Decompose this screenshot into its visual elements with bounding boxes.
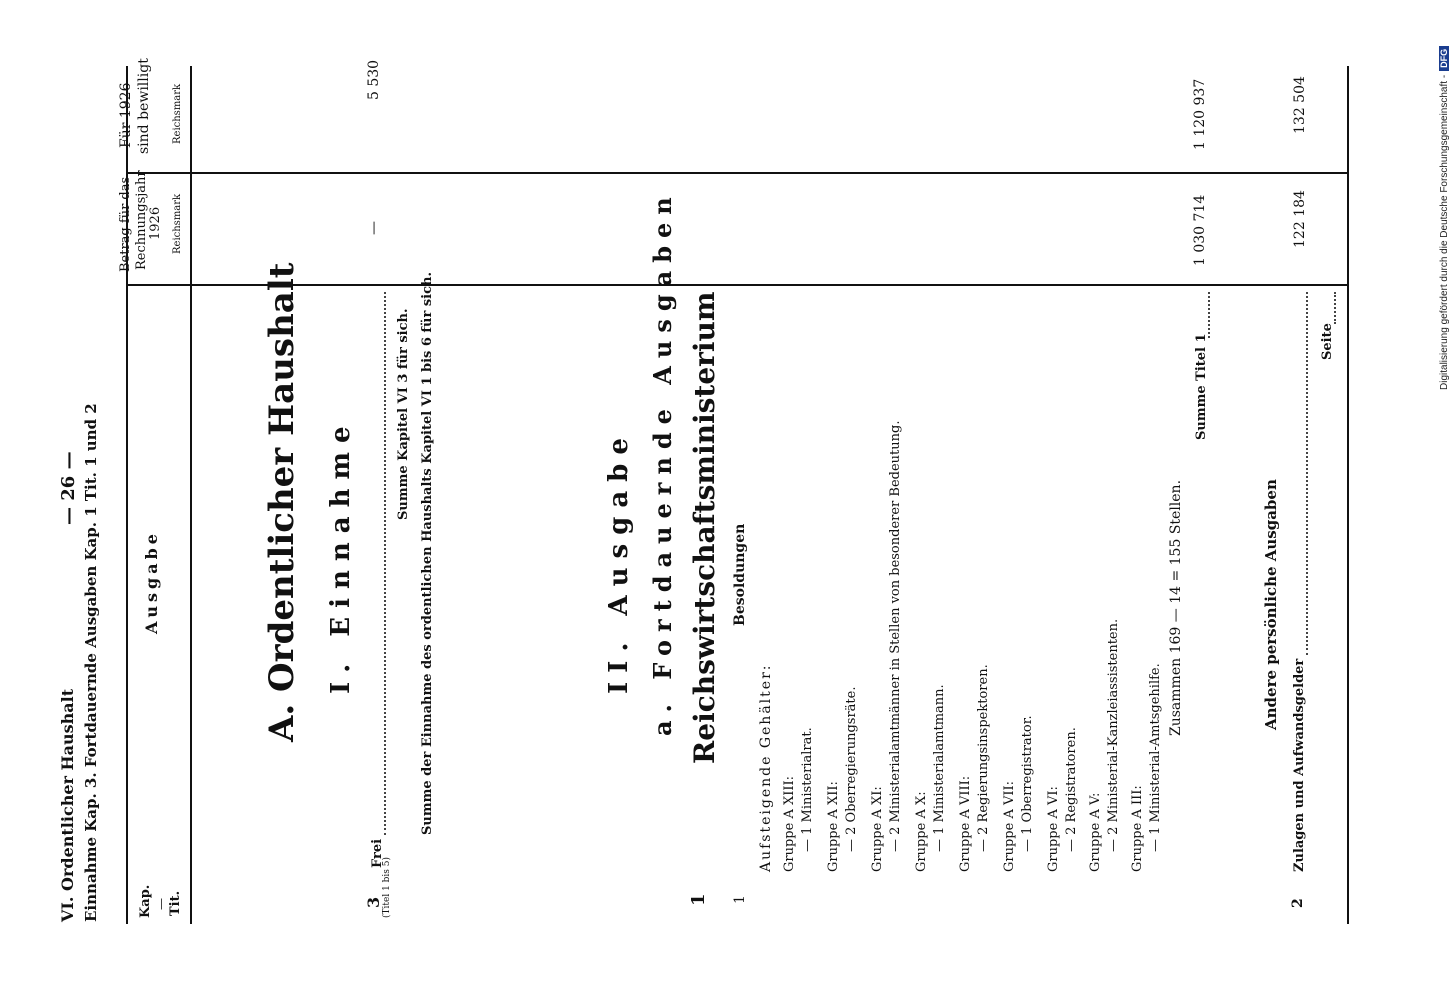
section-a-kap-note: (Titel 1 bis 5) [382, 856, 392, 918]
einnahme-heading: I. Einnahme [326, 417, 356, 694]
col-betrag-1: Betrag für das [118, 176, 133, 272]
gruppe-10-item: — 1 Ministerialamtmann. [932, 684, 947, 852]
gruppe-6: Gruppe A VI: [1046, 786, 1061, 872]
frei-betrag: — [366, 221, 382, 235]
gruppe-11-item: — 2 Ministerialamtmänner in Stellen von besonderer Bedeutung. [888, 420, 903, 852]
zulagen-label: Zulagen und Aufwandsgelder [1292, 658, 1307, 872]
col-betrag-unit: Reichsmark [172, 193, 183, 254]
gruppe-13: Gruppe A XIII: [782, 775, 797, 872]
gruppe-3: Gruppe A III: [1130, 785, 1145, 872]
gruppe-7-item: — 1 Oberregistrator. [1020, 715, 1035, 852]
andere-heading: Andere persönliche Ausgaben [1262, 479, 1280, 730]
col-betrag-2: Rechnungsjahr [134, 170, 149, 270]
header-separator [190, 66, 192, 924]
gruppe-7: Gruppe A VII: [1002, 781, 1017, 872]
section-b-tit1: 1 [732, 895, 748, 904]
fortdauernde-heading: a. Fortdauernde Ausgaben [648, 189, 677, 736]
gruppe-8-item: — 2 Regierungsinspektoren. [976, 664, 991, 852]
gruppe-11: Gruppe A XI: [870, 786, 885, 872]
summe-kapitel: Summe Kapitel VI 3 für sich. [396, 308, 411, 520]
dfg-logo: DFG [1439, 46, 1449, 71]
section-b-kap: 1 [688, 893, 709, 906]
page-number: — 26 — [58, 451, 79, 525]
titel2-bewilligt: 132 504 [1292, 76, 1308, 134]
col-ausgabe: Ausgabe [142, 530, 161, 634]
frei-leader [384, 292, 386, 835]
col-tit: Tit. [168, 890, 183, 916]
gruppe-12: Gruppe A XII: [826, 781, 841, 872]
col-bewilligt-unit: Reichsmark [172, 83, 183, 144]
header-line2: Einnahme Kap. 3. Fortdauernde Ausgaben Kap. 1 Tit. 1 und 2 [82, 403, 100, 922]
col-betrag-3: 1926 [148, 206, 163, 240]
seite-leader [1334, 292, 1336, 324]
titel1-betrag: 1 030 714 [1192, 194, 1208, 266]
seite-label: Seite [1320, 323, 1335, 360]
besoldungen-heading: Besoldungen [732, 523, 748, 626]
zulagen-leader [1306, 292, 1308, 655]
credit-text: Digitalisierung gefördert durch die Deutsche Forschungsgemeinschaft - [1439, 74, 1450, 390]
gruppe-13-item: — 1 Ministerialrat. [800, 727, 815, 852]
section-b-tit2: 2 [1290, 898, 1306, 908]
col-sep-betrag [126, 172, 1348, 174]
col-sep-ausgabe [126, 284, 1348, 286]
gruppe-5-item: — 2 Ministerial-Kanzleiassistenten. [1106, 618, 1121, 852]
col-kap: Kap. [138, 884, 153, 918]
section-a-kap: 3 [364, 896, 383, 908]
digitization-credit [1425, 10, 1450, 390]
zusammen-stellen: Zusammen 169 — 14 = 155 Stellen. [1168, 479, 1184, 736]
col-bewilligt-2: sind bewilligt [136, 58, 152, 154]
ministry-heading: Reichswirtschaftsministerium [688, 291, 721, 764]
table-bottom-line [1347, 66, 1349, 924]
header-line1: VI. Ordentlicher Haushalt [58, 688, 77, 922]
titel1-leader [1208, 292, 1210, 338]
gruppe-12-item: — 2 Oberregierungsräte. [844, 686, 859, 852]
ausgabe-heading: II. Ausgabe [604, 429, 634, 694]
section-a-title: A. Ordentlicher Haushalt [262, 262, 302, 742]
gruppe-5: Gruppe A V: [1088, 792, 1103, 872]
summe-titel1: Summe Titel 1 [1194, 333, 1209, 440]
gruppe-6-item: — 2 Registratoren. [1064, 727, 1079, 852]
summe-total: Summe der Einnahme des ordentlichen Haushalts Kapitel VI 1 bis 6 für sich. [420, 271, 435, 835]
frei-bewilligt: 5 530 [366, 59, 382, 100]
titel1-bewilligt: 1 120 937 [1192, 78, 1208, 150]
aufsteigende-gehaelter: Aufsteigende Gehälter: [758, 663, 774, 872]
gruppe-8: Gruppe A VIII: [958, 775, 973, 872]
gruppe-3-item: — 1 Ministerial-Amtsgehilfe. [1148, 663, 1163, 852]
frei-label: Frei [370, 838, 385, 868]
gruppe-10: Gruppe A X: [914, 791, 929, 872]
col-bewilligt-1: Für 1926 [118, 82, 134, 148]
titel2-betrag: 122 184 [1292, 190, 1308, 248]
col-dash: — [154, 898, 168, 910]
